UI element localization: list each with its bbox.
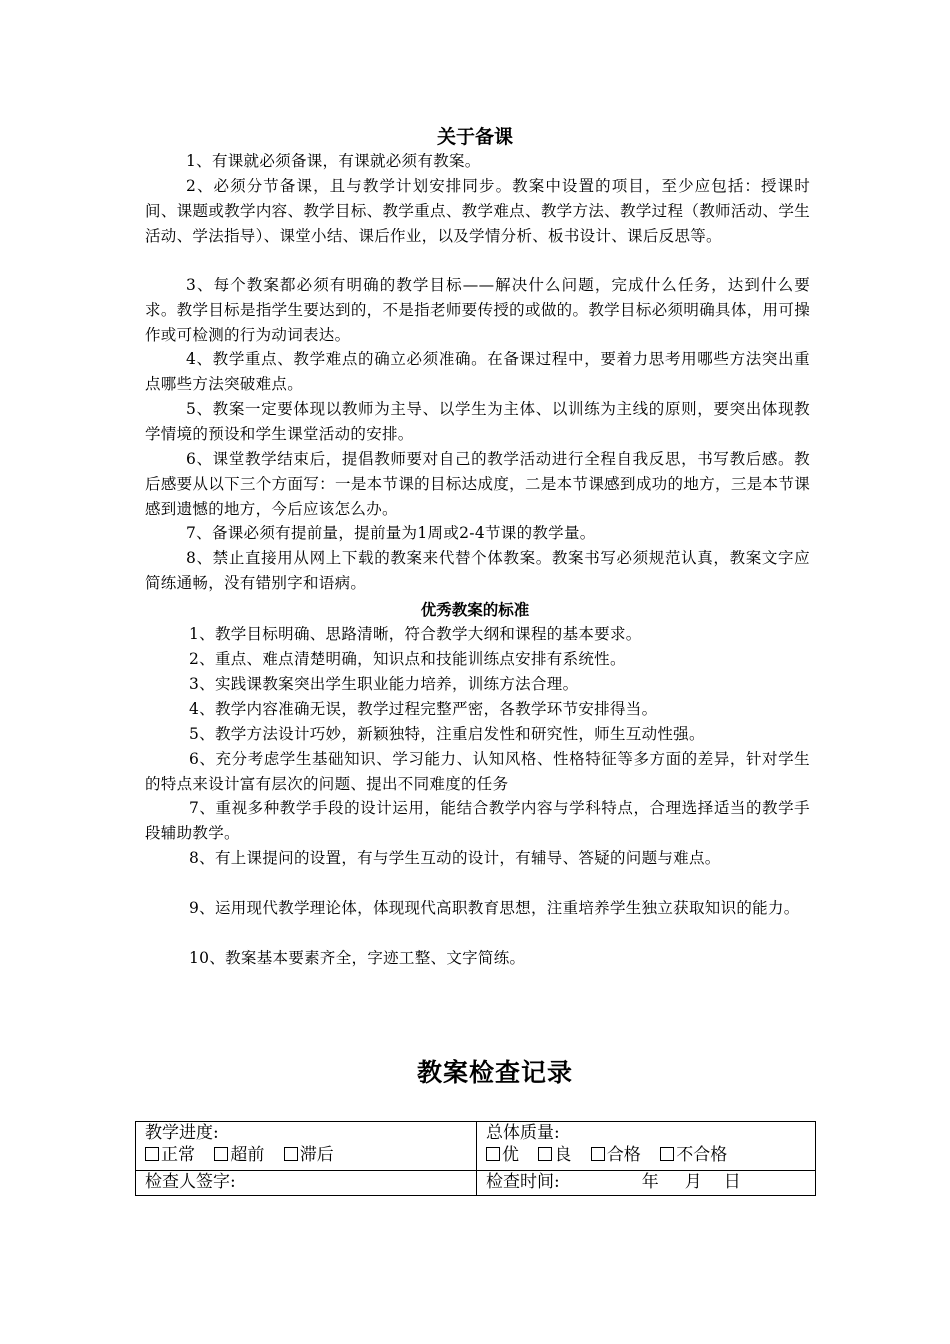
standard-item-3: 3、实践课教案突出学生职业能力培养，训练方法合理。 bbox=[189, 675, 579, 693]
check-date-cell[interactable] bbox=[477, 1171, 816, 1196]
check-time-label: 检查时间: bbox=[486, 1172, 560, 1192]
month-label: 月 bbox=[684, 1172, 702, 1192]
quality-label: 总体质量: bbox=[486, 1123, 560, 1143]
progress-option-ahead[interactable]: 超前 bbox=[214, 1145, 264, 1165]
progress-label: 教学进度: bbox=[145, 1123, 219, 1143]
standard-item-2: 2、重点、难点清楚明确，知识点和技能训练点安排有系统性。 bbox=[189, 650, 626, 668]
day-label: 日 bbox=[723, 1172, 741, 1192]
year-label: 年 bbox=[641, 1172, 659, 1192]
standard-item-10: 10、教案基本要素齐全，字迹工整、文字简练。 bbox=[189, 949, 526, 967]
inspection-record-table bbox=[135, 1121, 816, 1196]
standard-item-4: 4、教学内容准确无误，教学过程完整严密，各教学环节安排得当。 bbox=[189, 700, 658, 718]
progress-option-normal[interactable]: 正常 bbox=[145, 1145, 195, 1165]
inspection-record-title: 教案检查记录 bbox=[416, 1058, 573, 1087]
quality-option-good[interactable]: 良 bbox=[538, 1145, 571, 1165]
checker-signature-cell[interactable] bbox=[136, 1171, 477, 1196]
standard-item-7: 7、重视多种教学手段的设计运用，能结合教学内容与学科特点，合理选择适当的教学手段辅助教学。 bbox=[145, 799, 810, 842]
prep-item-6: 6、课堂教学结束后，提倡教师要对自己的教学活动进行全程自我反思，书写教后感。教后感要从以下三个方面写：一是本节课的目标达成度，二是本节课感到成功的地方，三是本节课感到遗憾的地方，今后应该怎么办。 bbox=[145, 450, 810, 518]
quality-option-excellent[interactable]: 优 bbox=[486, 1145, 519, 1165]
checkbox-icon bbox=[214, 1147, 228, 1161]
checker-label: 检查人签字: bbox=[145, 1172, 236, 1192]
progress-cell bbox=[136, 1122, 477, 1171]
standard-item-9: 9、运用现代教学理论体，体现现代高职教育思想，注重培养学生独立获取知识的能力。 bbox=[189, 899, 800, 917]
checkbox-icon bbox=[591, 1147, 605, 1161]
standard-item-1: 1、教学目标明确、思路清晰，符合教学大纲和课程的基本要求。 bbox=[189, 625, 642, 643]
section-title-about-lesson-prep: 关于备课 bbox=[436, 126, 513, 148]
prep-item-4: 4、教学重点、教学难点的确立必须准确。在备课过程中，要着力思考用哪些方法突出重点哪些方法突破难点。 bbox=[145, 350, 810, 393]
checkbox-icon bbox=[486, 1147, 500, 1161]
quality-cell bbox=[477, 1122, 816, 1171]
prep-item-7: 7、备课必须有提前量，提前量为1周或2-4节课的教学量。 bbox=[186, 524, 596, 542]
checkbox-icon bbox=[284, 1147, 298, 1161]
checkbox-icon bbox=[538, 1147, 552, 1161]
prep-item-5: 5、教案一定要体现以教师为主导、以学生为主体、以训练为主线的原则，要突出体现教学情境的预设和学生课堂活动的安排。 bbox=[145, 400, 810, 443]
prep-item-8: 8、禁止直接用从网上下载的教案来代替个体教案。教案书写必须规范认真，教案文字应简练通畅，没有错别字和语病。 bbox=[145, 549, 810, 592]
quality-options bbox=[486, 1144, 815, 1166]
checkbox-icon bbox=[145, 1147, 159, 1161]
prep-item-3: 3、每个教案都必须有明确的教学目标——解决什么问题，完成什么任务，达到什么要求。教学目标是指学生要达到的，不是指老师要传授的或做的。教学目标必须明确具体，用可操作或可检测的行为动词表达。 bbox=[145, 276, 810, 344]
standard-item-5: 5、教学方法设计巧妙，新颖独特，注重启发性和研究性，师生互动性强。 bbox=[189, 725, 705, 743]
quality-option-fail[interactable]: 不合格 bbox=[660, 1145, 727, 1165]
standard-item-8: 8、有上课提问的设置，有与学生互动的设计，有辅导、答疑的问题与难点。 bbox=[189, 849, 721, 867]
standard-item-6: 6、充分考虑学生基础知识、学习能力、认知风格、性格特征等多方面的差异，针对学生的特点来设计富有层次的问题、提出不同难度的任务 bbox=[145, 750, 810, 793]
progress-options bbox=[145, 1144, 476, 1166]
checkbox-icon bbox=[660, 1147, 674, 1161]
prep-item-2: 2、必须分节备课，且与教学计划安排同步。教案中设置的项目，至少应包括：授课时间、课题或教学内容、教学目标、教学重点、教学难点、教学方法、教学过程（教师活动、学生活动、学法指导）、课堂小结、课后作业，以及学情分析、板书设计、课后反思等。 bbox=[145, 177, 810, 245]
quality-option-pass[interactable]: 合格 bbox=[591, 1145, 641, 1165]
section-title-excellent-standard: 优秀教案的标准 bbox=[420, 600, 530, 619]
prep-item-1: 1、有课就必须备课，有课就必须有教案。 bbox=[186, 152, 481, 170]
progress-option-behind[interactable]: 滞后 bbox=[284, 1145, 334, 1165]
